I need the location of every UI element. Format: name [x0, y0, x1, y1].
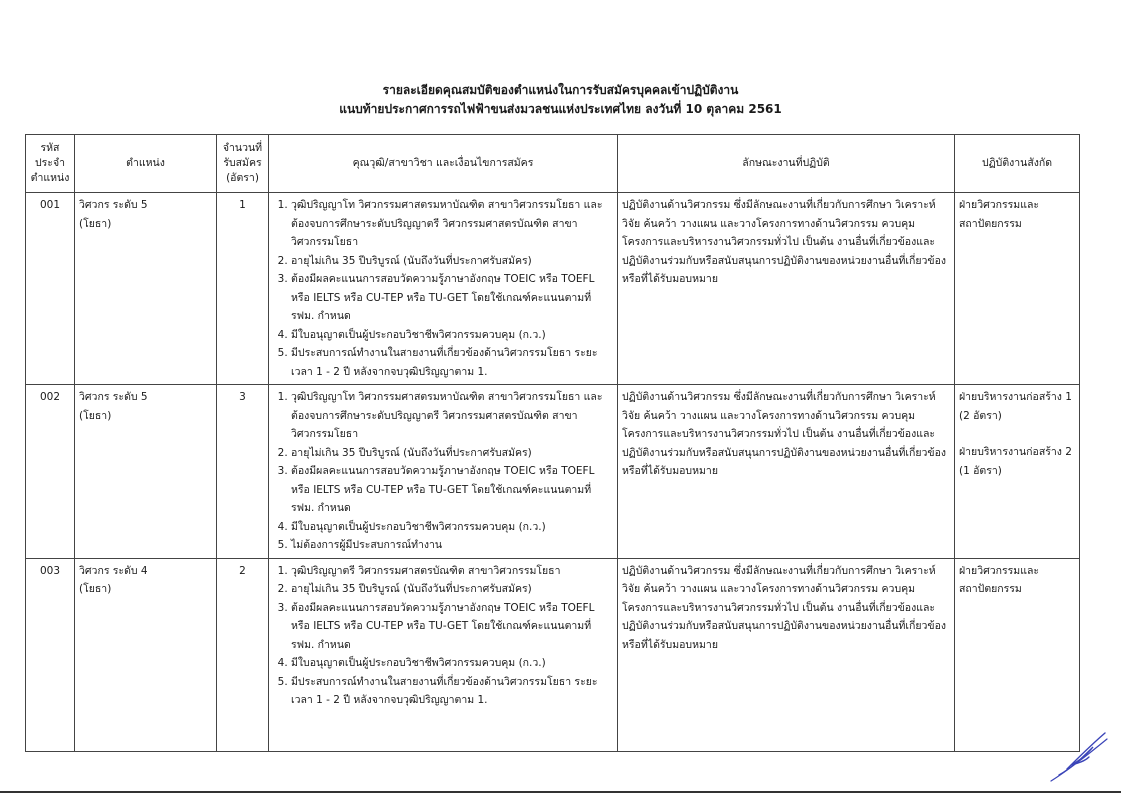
cell-duties: ปฏิบัติงานด้านวิศวกรรม ซึ่งมีลักษณะงานที่เกี่ยวกับการศึกษา วิเคราะห์ วิจัย ค้นคว้า วางแผน และวางโครงการทางด้านวิศวกรรม ควบคุมโครงการและบริหารงานวิศวกรรมทั่วไป เป็นต้น งานอื่นที่เกี่ยวข้องและปฏิบัติงานร่วมกับหรือสนับสนุนการปฏิบัติงานของหน่วยงานอื่นที่เกี่ยวข้องหรือที่ได้รับมอบหมาย [618, 385, 955, 559]
qualification-item: 3. ต้องมีผลคะแนนการสอบวัดความรู้ภาษาอังกฤษ TOEIC หรือ TOEFL หรือ IELTS หรือ CU-TEP หรือ TU-GET โดยใช้เกณฑ์คะแนนตามที่ รฟม. กำหนด [291, 462, 613, 518]
document-title: รายละเอียดคุณสมบัติของตำแหน่งในการรับสมัครบุคคลเข้าปฏิบัติงาน [382, 83, 739, 97]
qualification-item: 4. มีใบอนุญาตเป็นผู้ประกอบวิชาชีพวิศวกรรมควบคุม (ก.ว.) [291, 518, 613, 537]
cell-position: วิศวกร ระดับ 5 (โยธา) [75, 193, 217, 385]
cell-count: 1 [217, 193, 269, 385]
qualification-item: 5. ไม่ต้องการผู้มีประสบการณ์ทำงาน [291, 536, 613, 555]
document-subtitle: แนบท้ายประกาศการรถไฟฟ้าขนส่งมวลชนแห่งประเทศไทย ลงวันที่ 10 ตุลาคม 2561 [339, 102, 782, 116]
header-unit: ปฏิบัติงานสังกัด [955, 135, 1080, 193]
header-qualifications: คุณวุฒิ/สาขาวิชา และเงื่อนไขการสมัคร [269, 135, 618, 193]
cell-unit: ฝ่ายวิศวกรรมและสถาปัตยกรรม [955, 558, 1080, 751]
cell-unit: ฝ่ายวิศวกรรมและสถาปัตยกรรม [955, 193, 1080, 385]
header-code: รหัส ประจำ ตำแหน่ง [26, 135, 75, 193]
cell-duties: ปฏิบัติงานด้านวิศวกรรม ซึ่งมีลักษณะงานที่เกี่ยวกับการศึกษา วิเคราะห์ วิจัย ค้นคว้า วางแผน และวางโครงการทางด้านวิศวกรรม ควบคุมโครงการและบริหารงานวิศวกรรมทั่วไป เป็นต้น งานอื่นที่เกี่ยวข้องและปฏิบัติงานร่วมกับหรือสนับสนุนการปฏิบัติงานของหน่วยงานอื่นที่เกี่ยวข้องหรือที่ได้รับมอบหมาย [618, 558, 955, 751]
qualification-item: 4. มีใบอนุญาตเป็นผู้ประกอบวิชาชีพวิศวกรรมควบคุม (ก.ว.) [291, 326, 613, 345]
cell-code: 001 [26, 193, 75, 385]
qualification-item: 4. มีใบอนุญาตเป็นผู้ประกอบวิชาชีพวิศวกรรมควบคุม (ก.ว.) [291, 654, 613, 673]
table-header-row [26, 135, 1080, 193]
cell-position: วิศวกร ระดับ 4 (โยธา) [75, 558, 217, 751]
table-row [26, 558, 1080, 751]
cell-duties: ปฏิบัติงานด้านวิศวกรรม ซึ่งมีลักษณะงานที่เกี่ยวกับการศึกษา วิเคราะห์ วิจัย ค้นคว้า วางแผน และวางโครงการทางด้านวิศวกรรม ควบคุมโครงการและบริหารงานวิศวกรรมทั่วไป เป็นต้น งานอื่นที่เกี่ยวข้องและปฏิบัติงานร่วมกับหรือสนับสนุนการปฏิบัติงานของหน่วยงานอื่นที่เกี่ยวข้องหรือที่ได้รับมอบหมาย [618, 193, 955, 385]
qualification-item: 1. วุฒิปริญญาโท วิศวกรรมศาสตรมหาบัณฑิต สาขาวิศวกรรมโยธา และต้องจบการศึกษาระดับปริญญาตรี วิศวกรรมศาสตรบัณฑิต สาขาวิศวกรรมโยธา [291, 196, 613, 252]
header-duties: ลักษณะงานที่ปฏิบัติ [618, 135, 955, 193]
cell-position: วิศวกร ระดับ 5 (โยธา) [75, 385, 217, 559]
qualification-item: 2. อายุไม่เกิน 35 ปีบริบูรณ์ (นับถึงวันที่ประกาศรับสมัคร) [291, 444, 613, 463]
positions-table [25, 134, 1080, 752]
cell-count: 2 [217, 558, 269, 751]
signature-icon [1045, 727, 1115, 783]
table-row [26, 193, 1080, 385]
cell-code: 002 [26, 385, 75, 559]
qualification-item: 1. วุฒิปริญญาตรี วิศวกรรมศาสตรบัณฑิต สาขาวิศวกรรมโยธา [291, 562, 613, 581]
qualification-item: 3. ต้องมีผลคะแนนการสอบวัดความรู้ภาษาอังกฤษ TOEIC หรือ TOEFL หรือ IELTS หรือ CU-TEP หรือ TU-GET โดยใช้เกณฑ์คะแนนตามที่ รฟม. กำหนด [291, 599, 613, 655]
header-count: จำนวนที่ รับสมัคร (อัตรา) [217, 135, 269, 193]
cell-count: 3 [217, 385, 269, 559]
table-row [26, 385, 1080, 559]
qualification-item: 2. อายุไม่เกิน 35 ปีบริบูรณ์ (นับถึงวันที่ประกาศรับสมัคร) [291, 580, 613, 599]
qualification-item: 3. ต้องมีผลคะแนนการสอบวัดความรู้ภาษาอังกฤษ TOEIC หรือ TOEFL หรือ IELTS หรือ CU-TEP หรือ TU-GET โดยใช้เกณฑ์คะแนนตามที่ รฟม. กำหนด [291, 270, 613, 326]
qualification-item: 5. มีประสบการณ์ทำงานในสายงานที่เกี่ยวข้องด้านวิศวกรรมโยธา ระยะเวลา 1 - 2 ปี หลังจากจบวุฒิปริญญาตาม 1. [291, 673, 613, 710]
cell-qualifications [269, 193, 618, 385]
cell-code: 003 [26, 558, 75, 751]
cell-qualifications [269, 385, 618, 559]
cell-qualifications [269, 558, 618, 751]
qualification-item: 1. วุฒิปริญญาโท วิศวกรรมศาสตรมหาบัณฑิต สาขาวิศวกรรมโยธา และต้องจบการศึกษาระดับปริญญาตรี วิศวกรรมศาสตรบัณฑิต สาขาวิศวกรรมโยธา [291, 388, 613, 444]
qualification-item: 2. อายุไม่เกิน 35 ปีบริบูรณ์ (นับถึงวันที่ประกาศรับสมัคร) [291, 252, 613, 271]
qualification-item: 5. มีประสบการณ์ทำงานในสายงานที่เกี่ยวข้องด้านวิศวกรรมโยธา ระยะเวลา 1 - 2 ปี หลังจากจบวุฒิปริญญาตาม 1. [291, 344, 613, 381]
cell-unit: ฝ่ายบริหารงานก่อสร้าง 1 (2 อัตรา) ฝ่ายบริหารงานก่อสร้าง 2 (1 อัตรา) [955, 385, 1080, 559]
header-position: ตำแหน่ง [75, 135, 217, 193]
bottom-edge-rule [0, 791, 1121, 793]
